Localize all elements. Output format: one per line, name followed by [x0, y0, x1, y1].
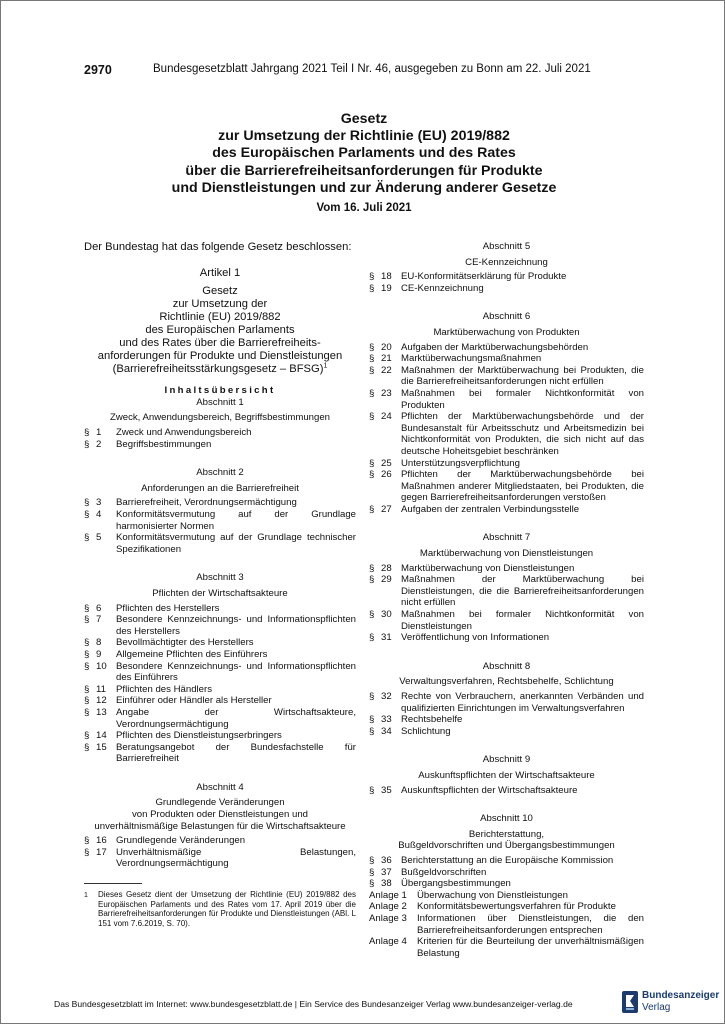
artikel-title-line: Gesetz [202, 284, 238, 297]
paragraph-number: 7 [96, 614, 102, 626]
paragraph-symbol: § [369, 691, 375, 702]
section-heading: Abschnitt 10 [480, 813, 533, 825]
section-gap [369, 737, 644, 748]
toc-section [84, 572, 356, 765]
paragraph-number: 18 [381, 271, 392, 283]
paragraph-symbol: § [369, 469, 375, 481]
paragraph-symbol: § [84, 648, 90, 660]
toc-entry [84, 603, 356, 615]
title-line: Gesetz [340, 111, 388, 127]
paragraph-title: Pflichten des Herstellers [116, 602, 220, 614]
section-title [369, 257, 644, 269]
toc-section [84, 467, 356, 555]
toc-right-sections [369, 241, 644, 959]
artikel-title-line: zur Umsetzung der [172, 297, 268, 310]
artikel-title-line [84, 363, 356, 376]
paragraph-number: 38 [381, 878, 392, 890]
toc-anlage [369, 890, 644, 902]
anlage-label: Anlage 4 [369, 936, 407, 948]
section-title-line: Verwaltungsverfahren, Rechtsbehelfe, Schlichtung [399, 676, 614, 688]
section-heading: Abschnitt 3 [196, 572, 244, 584]
paragraph-number: 29 [381, 574, 392, 586]
paragraph-number: 6 [96, 602, 102, 614]
section-title [369, 548, 644, 560]
paragraph-number: 24 [381, 411, 392, 423]
publisher-logo [622, 990, 720, 1016]
paragraph-title: Pflichten der Marktüberwachungsbehörde bei Maßnahmen anderer Mitgliedstaaten, bei Produkten, die gegen Barrierefreiheitsanforderungen verstoßen [401, 469, 644, 504]
section-title-line: unverhältnismäßige Belastungen für die Wirtschaftsakteure [94, 820, 346, 832]
footer-text: Das Bundesgesetzblatt im Internet: www.bundesgesetzblatt.de | Ein Service des Bundesanzeiger Verlag www.bundesanzeiger-verlag.de [54, 999, 573, 1009]
toc-section [369, 754, 644, 796]
paragraph-symbol: § [84, 497, 90, 509]
paragraph-title: Bevollmächtigter des Herstellers [116, 637, 254, 649]
paragraph-title: Pflichten des Dienstleistungserbringers [116, 730, 282, 742]
paragraph-title: EU-Konformitätserklärung für Produkte [401, 271, 567, 283]
toc-section [84, 782, 356, 870]
paragraph-title: Einführer oder Händler als Hersteller [116, 695, 272, 707]
section-title [84, 412, 356, 424]
paragraph-number: 25 [381, 457, 392, 469]
paragraph-number: 34 [381, 725, 392, 737]
section-gap [84, 450, 356, 461]
section-title-line: von Produkten oder Dienstleistungen und [131, 809, 308, 821]
paragraph-number: 5 [96, 532, 102, 544]
paragraph-number: 20 [381, 341, 392, 353]
toc-left-sections [84, 397, 356, 870]
paragraph-symbol: § [369, 562, 375, 574]
paragraph-title: Maßnahmen der Marktüberwachung bei Produkten, die die Barrierefreiheitsanforderungen nicht erfüllen [401, 364, 644, 388]
toc-anlage [369, 901, 644, 913]
paragraph-number: 33 [381, 714, 392, 726]
paragraph-symbol: § [84, 741, 90, 753]
paragraph-number: 2 [96, 438, 102, 450]
section-title-line: CE-Kennzeichnung [465, 256, 548, 268]
publisher-logo-icon [622, 991, 638, 1013]
paragraph-number: 35 [381, 784, 392, 796]
toc-entry [84, 730, 356, 742]
paragraph-symbol: § [369, 725, 375, 737]
toc-entry [369, 726, 644, 738]
toc-anlage [369, 936, 644, 959]
section-heading: Abschnitt 4 [196, 781, 244, 793]
section-heading: Abschnitt 9 [482, 754, 531, 766]
toc-section [369, 813, 644, 959]
paragraph-symbol: § [369, 878, 375, 890]
paragraph-number: 32 [381, 691, 392, 702]
section-gap [369, 294, 644, 305]
paragraph-number: 4 [96, 509, 102, 520]
toc-entry [84, 427, 356, 439]
paragraph-number: 14 [96, 730, 107, 742]
toc-entry [84, 509, 356, 532]
paragraph-title: Allgemeine Pflichten des Einführers [116, 648, 268, 660]
paragraph-symbol: § [369, 341, 375, 353]
anlage-title: Informationen über Dienstleistungen, die den Barrierefreiheitsanforderungen entsprechen [417, 912, 644, 936]
toc-heading: Inhaltsübersicht [164, 385, 276, 397]
section-title [369, 676, 644, 688]
paragraph-symbol: § [84, 846, 90, 858]
artikel-title-line: des Europäischen Parlaments [145, 323, 295, 336]
paragraph-number: 23 [381, 387, 392, 399]
paragraph-symbol: § [84, 695, 90, 707]
paragraph-title: Barrierefreiheit, Verordnungsermächtigung [116, 497, 297, 509]
anlage-label: Anlage 3 [369, 912, 407, 924]
paragraph-title: Übergangsbestimmungen [401, 878, 511, 890]
running-title: Bundesgesetzblatt Jahrgang 2021 Teil I Nr. 46, ausgegeben zu Bonn am 22. Juli 2021 [153, 63, 591, 75]
paragraph-number: 3 [96, 497, 102, 509]
paragraph-symbol: § [369, 784, 375, 796]
section-gap [369, 515, 644, 526]
toc-entry [369, 458, 644, 470]
toc-entry [369, 878, 644, 890]
paragraph-number: 10 [96, 660, 107, 672]
paragraph-symbol: § [369, 503, 375, 515]
toc-entry [84, 684, 356, 696]
paragraph-number: 1 [96, 427, 102, 439]
paragraph-title: Konformitätsvermutung auf der Grundlage technischer Spezifikationen [116, 532, 356, 555]
paragraph-number: 30 [381, 609, 392, 621]
title-line: und Dienstleistungen und zur Änderung anderer Gesetze [171, 179, 557, 196]
page-number: 2970 [84, 63, 112, 77]
title-line: des Europäischen Parlaments und des Rates [212, 145, 516, 162]
section-gap [369, 644, 644, 655]
paragraph-number: 12 [96, 695, 107, 707]
artikel-title-line: anforderungen für Produkte und Dienstleistungen [97, 350, 343, 363]
paragraph-title: Besondere Kennzeichnungs- und Informationspflichten des Herstellers [116, 614, 356, 637]
section-title-line: Bußgeldvorschriften und Übergangsbestimmungen [398, 840, 615, 852]
paragraph-symbol: § [84, 509, 90, 520]
toc-entry [84, 661, 356, 684]
toc-entry [84, 614, 356, 637]
paragraph-title: Veröffentlichung von Informationen [401, 632, 550, 644]
paragraph-symbol: § [84, 427, 90, 439]
toc-entry [369, 785, 644, 797]
toc-section [369, 311, 644, 515]
paragraph-symbol: § [84, 660, 90, 672]
paragraph-symbol: § [369, 609, 375, 621]
paragraph-symbol: § [84, 602, 90, 614]
paragraph-number: 26 [381, 469, 392, 481]
paragraph-title: Beratungsangebot der Bundesfachstelle für Barrierefreiheit [116, 741, 356, 765]
toc-anlage [369, 913, 644, 936]
toc-entry [84, 695, 356, 707]
paragraph-title: CE-Kennzeichnung [401, 282, 484, 294]
paragraph-symbol: § [84, 637, 90, 649]
toc-entry [369, 563, 644, 575]
paragraph-number: 21 [381, 353, 392, 365]
paragraph-title: Rechte von Verbrauchern, anerkannten Verbänden und qualifizierten Einrichtungen im Verwaltungsverfahren [401, 691, 644, 714]
toc-entry [369, 855, 644, 867]
section-title [84, 797, 356, 832]
toc-entry [369, 714, 644, 726]
paragraph-symbol: § [369, 387, 375, 399]
footnote-text: Dieses Gesetz dient der Umsetzung der Richtlinie (EU) 2019/882 des Europäischen Parlaments und des Rates vom 17. April 2019 über die Barrierefreiheitsanforderungen für Produkte und Dienstleistungen (ABl. L 151 vom 7.6.2019, S. 70). [98, 890, 356, 928]
paragraph-number: 13 [96, 706, 107, 718]
paragraph-symbol: § [84, 532, 90, 544]
paragraph-title: Pflichten der Marktüberwachungsbehörde und der Bundesanstalt für Arbeitsschutz und Arbeitsmedizin bei Nichtkonformität von Produkten, die sich nicht auf das deutsche Hoheitsgebiet beschränken [401, 411, 644, 457]
paragraph-title: Marktüberwachungsmaßnahmen [401, 353, 542, 365]
paragraph-number: 28 [381, 562, 392, 574]
paragraph-number: 31 [381, 632, 392, 644]
toc-section [369, 661, 644, 738]
artikel-title-line: und des Rates über die Barrierefreiheits- [119, 336, 321, 349]
toc-entry [84, 707, 356, 730]
section-gap [84, 555, 356, 566]
section-title-line: Marktüberwachung von Dienstleistungen [419, 548, 594, 560]
footnote-reference[interactable]: 1 [323, 362, 328, 370]
paragraph-symbol: § [369, 854, 375, 866]
section-heading: Abschnitt 6 [482, 311, 531, 323]
paragraph-number: 37 [381, 866, 392, 878]
toc-entry [369, 365, 644, 388]
section-title-line: Berichterstattung, [468, 828, 545, 840]
paragraph-title: Begriffsbestimmungen [116, 438, 212, 450]
toc-section [369, 241, 644, 294]
toc-entry [84, 497, 356, 509]
paragraph-symbol: § [84, 614, 90, 626]
paragraph-symbol: § [369, 714, 375, 726]
toc-entry [369, 867, 644, 879]
paragraph-number: 22 [381, 364, 392, 376]
paragraph-title: Pflichten des Händlers [116, 683, 212, 695]
toc-section [369, 532, 644, 643]
section-title-line: Marktüberwachung von Produkten [433, 326, 580, 338]
preamble: Der Bundestag hat das folgende Gesetz beschlossen: [84, 241, 352, 253]
section-gap [84, 765, 356, 776]
paragraph-symbol: § [84, 835, 90, 847]
paragraph-symbol: § [369, 574, 375, 586]
paragraph-title: Schlichtung [401, 725, 451, 737]
section-title-line: Anforderungen an die Barrierefreiheit [141, 482, 299, 494]
paragraph-title: Maßnahmen bei formaler Nichtkonformität von Dienstleistungen [401, 609, 644, 632]
toc-entry [369, 504, 644, 516]
paragraph-title: Maßnahmen der Marktüberwachung bei Dienstleistungen, die die Barrierefreiheitsanforderungen nicht erfüllen [401, 574, 644, 609]
paragraph-number: 19 [381, 282, 392, 294]
paragraph-symbol: § [369, 632, 375, 644]
section-title-line: Pflichten der Wirtschaftsakteure [152, 587, 288, 599]
law-date: Vom 16. Juli 2021 [316, 202, 412, 214]
paragraph-symbol: § [369, 457, 375, 469]
artikel-title-last: (Barrierefreiheitsstärkungsgesetz – BFSG) [112, 363, 324, 376]
toc-entry [369, 342, 644, 354]
section-title [369, 829, 644, 852]
section-title [84, 483, 356, 495]
logo-text-line2: Verlag [642, 1002, 671, 1013]
right-column [369, 241, 644, 959]
paragraph-title: Zweck und Anwendungsbereich [116, 427, 252, 439]
artikel-title-line: Richtlinie (EU) 2019/882 [159, 310, 281, 323]
paragraph-title: Konformitätsvermutung auf der Grundlage harmonisierter Normen [116, 509, 356, 532]
toc-entry [369, 271, 644, 283]
section-heading: Abschnitt 5 [482, 241, 531, 252]
toc-entry [369, 469, 644, 504]
paragraph-title: Maßnahmen bei formaler Nichtkonformität von Produkten [401, 387, 644, 411]
artikel-heading: Artikel 1 [199, 267, 241, 279]
paragraph-number: 15 [96, 741, 107, 753]
anlage-title: Konformitätsbewertungsverfahren für Produkte [417, 901, 616, 913]
toc-entry [369, 691, 644, 714]
law-title [84, 111, 644, 197]
toc-entry [84, 439, 356, 451]
paragraph-number: 8 [96, 637, 102, 649]
anlage-title: Kriterien für die Beurteilung der unverhältnismäßigen Belastung [417, 936, 644, 959]
toc-entry [369, 411, 644, 457]
anlage-label: Anlage 1 [369, 889, 407, 901]
logo-text-line1: Bundesanzeiger [642, 990, 720, 1001]
paragraph-title: Berichterstattung an die Europäische Kommission [401, 854, 614, 866]
toc-section [84, 397, 356, 450]
paragraph-title: Aufgaben der zentralen Verbindungsstelle [401, 503, 580, 515]
paragraph-title: Marktüberwachung von Dienstleistungen [401, 562, 575, 574]
paragraph-symbol: § [84, 706, 90, 718]
section-heading: Abschnitt 2 [196, 467, 244, 479]
paragraph-title: Besondere Kennzeichnungs- und Informationspflichten des Einführers [116, 660, 356, 684]
title-line: über die Barrierefreiheitsanforderungen für Produkte [185, 162, 543, 179]
paragraph-title: Grundlegende Veränderungen [116, 835, 246, 847]
section-title [369, 770, 644, 782]
paragraph-title: Auskunftspflichten der Wirtschaftsakteure [401, 784, 578, 796]
paragraph-number: 9 [96, 648, 102, 660]
toc-entry [84, 742, 356, 765]
toc-entry [369, 574, 644, 609]
footnote-rule [84, 883, 142, 884]
paragraph-number: 36 [381, 854, 392, 866]
paragraph-symbol: § [369, 411, 375, 423]
section-heading: Abschnitt 1 [196, 396, 244, 408]
paragraph-title: Bußgeldvorschriften [401, 866, 487, 878]
toc-entry [369, 353, 644, 365]
paragraph-number: 16 [96, 835, 107, 847]
paragraph-symbol: § [369, 282, 375, 294]
toc-entry [369, 388, 644, 411]
footnote [84, 890, 356, 928]
section-title-line: Zweck, Anwendungsbereich, Begriffsbestimmungen [109, 412, 331, 424]
paragraph-symbol: § [369, 364, 375, 376]
paragraph-symbol: § [369, 271, 375, 283]
toc-entry [369, 609, 644, 632]
anlage-label: Anlage 2 [369, 901, 407, 913]
left-column [84, 241, 356, 928]
toc-entry [84, 835, 356, 847]
toc-entry [84, 532, 356, 555]
paragraph-title: Angabe der Wirtschaftsakteure, Verordnungsermächtigung [116, 706, 356, 730]
section-title [369, 327, 644, 339]
toc-entry [84, 649, 356, 661]
anlage-title: Überwachung von Dienstleistungen [417, 889, 568, 901]
toc-entry [369, 632, 644, 644]
paragraph-symbol: § [84, 438, 90, 450]
paragraph-number: 17 [96, 846, 107, 858]
paragraph-symbol: § [369, 866, 375, 878]
paragraph-symbol: § [84, 730, 90, 742]
toc-entry [84, 847, 356, 870]
paragraph-symbol: § [369, 353, 375, 365]
section-title [84, 588, 356, 600]
paragraph-number: 27 [381, 503, 392, 515]
section-title-line: Auskunftspflichten der Wirtschaftsakteure [418, 769, 595, 781]
paragraph-title: Unverhältnismäßige Belastungen, Verordnungsermächtigung [116, 846, 356, 870]
section-gap [369, 796, 644, 807]
paragraph-title: Rechtsbehelfe [401, 714, 463, 726]
paragraph-title: Aufgaben der Marktüberwachungsbehörden [401, 341, 589, 353]
paragraph-title: Unterstützungsverpflichtung [401, 457, 520, 469]
toc-entry [84, 637, 356, 649]
section-heading: Abschnitt 8 [482, 660, 531, 672]
title-line: zur Umsetzung der Richtlinie (EU) 2019/882 [218, 128, 510, 145]
footnote-number: 1 [84, 892, 88, 900]
toc-entry [369, 283, 644, 295]
paragraph-symbol: § [84, 683, 90, 695]
section-title-line: Grundlegende Veränderungen [155, 797, 285, 809]
section-heading: Abschnitt 7 [482, 532, 531, 544]
artikel-title [84, 285, 356, 377]
paragraph-number: 11 [96, 683, 106, 695]
